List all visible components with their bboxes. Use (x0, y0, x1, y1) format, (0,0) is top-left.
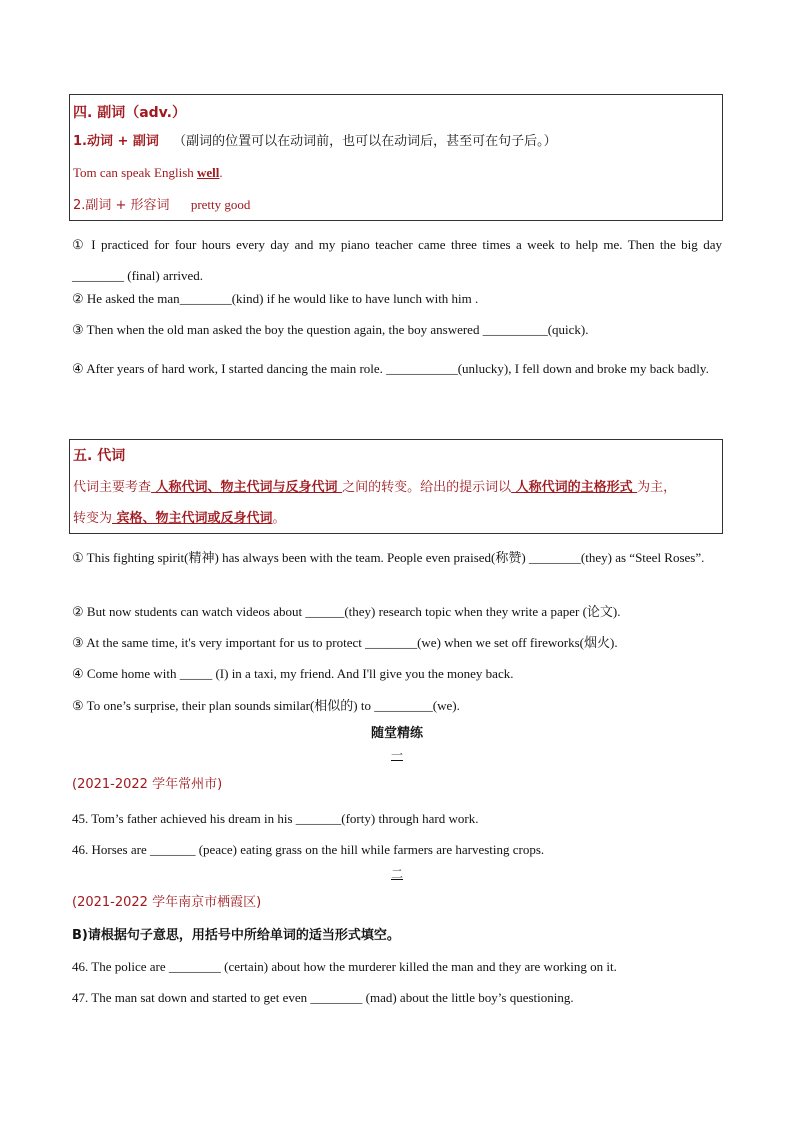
answer-blank[interactable]: __________ (482, 322, 548, 337)
part2-q47: 47. The man sat down and started to get even ________ (mad) about the little boy’s questioning. (72, 990, 574, 1005)
desc-underline: 宾格、物主代词或反身代词 (112, 511, 273, 526)
section5-desc-line1 (73, 480, 676, 496)
section5-box (69, 439, 723, 534)
section4-box (69, 94, 723, 221)
q4-4 (72, 353, 722, 384)
part2-label (0, 865, 794, 882)
part1-label-text: 一 (390, 748, 403, 762)
q5-4 (72, 666, 513, 682)
rule2 (73, 197, 250, 214)
answer-blank[interactable]: ___________ (386, 361, 458, 376)
q4-3 (72, 322, 589, 338)
rule1 (73, 134, 557, 150)
q-number: ③ (72, 322, 84, 337)
q-number: ④ (72, 361, 84, 376)
q-text: At the same time, it's very important for us to protect ________(we) when we set off fireworks(烟火). (86, 635, 618, 650)
answer-blank[interactable]: ________ (72, 268, 124, 283)
part2-instruction: B)请根据句子意思，用括号中所给单词的适当形式填空。 (72, 928, 400, 943)
q-hint: (unlucky), I fell down and broke my back badly. (457, 361, 709, 376)
part2-source: (2021-2022 学年南京市栖霞区) (72, 895, 262, 910)
part1-source: (2021-2022 学年常州市) (72, 777, 223, 792)
q5-2 (72, 604, 620, 620)
section5-title: 五. 代词 (73, 448, 126, 464)
desc-text: 转变为 (73, 511, 113, 526)
q4-1 (72, 229, 722, 291)
example-word: well (197, 165, 220, 180)
q4-2 (72, 291, 478, 307)
q-hint: (final) arrived. (124, 268, 204, 283)
part2-label-text: 二 (390, 867, 403, 881)
q-text: After years of hard work, I started dancing the main role. (86, 361, 387, 376)
rule2-example: pretty good (190, 197, 251, 212)
q-text: He asked the man (86, 291, 180, 306)
desc-underline: 人称代词的主格形式 (511, 480, 638, 495)
q-number: ① (72, 237, 86, 252)
desc-text: 。 (272, 511, 286, 526)
answer-blank[interactable]: ________ (179, 291, 232, 306)
q-number: ① (72, 550, 84, 565)
q-number: ⑤ (72, 698, 84, 713)
q5-5 (72, 698, 460, 714)
q-text: But now students can watch videos about ______(they) research topic when they write a paper (论文). (86, 604, 621, 619)
section4-title: 四. 副词（adv.） (73, 105, 186, 121)
example-prefix: Tom can speak English (73, 165, 198, 180)
rule1-example (73, 165, 223, 181)
rule2-label: 2.副词 + 形容词 (73, 198, 170, 213)
q-number: ③ (72, 635, 84, 650)
part1-q46: 46. Horses are _______ (peace) eating grass on the hill while farmers are harvesting crops. (72, 842, 545, 857)
desc-underline: 人称代词、物主代词与反身代词 (151, 480, 343, 495)
q-text: To one’s surprise, their plan sounds similar(相似的) to _________(we). (86, 698, 460, 713)
example-suffix: . (219, 165, 223, 180)
rule1-label: 1.动词 + 副词 (73, 134, 159, 149)
section5-desc-line2 (73, 511, 286, 527)
q5-3 (72, 635, 618, 651)
q-number: ② (72, 291, 84, 306)
rule1-note: （副词的位置可以在动词前，也可以在动词后，甚至可在句子后。） (173, 134, 557, 149)
q-text: I practiced for four hours every day and my piano teacher came three times a week to help me. Then the big day (91, 237, 722, 252)
desc-text: 为主， (637, 480, 677, 495)
part1-q45: 45. Tom’s father achieved his dream in his _______(forty) through hard work. (72, 811, 479, 826)
q-number: ④ (72, 666, 84, 681)
q-text: Come home with _____ (I) in a taxi, my friend. And I'll give you the money back. (86, 666, 514, 681)
desc-text: 代词主要考查 (73, 480, 152, 495)
q-hint: (quick). (547, 322, 589, 337)
q-number: ② (72, 604, 84, 619)
q5-1 (72, 542, 722, 573)
desc-text: 之间的转变。给出的提示词以 (342, 480, 512, 495)
part2-q46: 46. The police are ________ (certain) about how the murderer killed the man and they are working on it. (72, 959, 617, 974)
part1-label (0, 746, 794, 763)
q-text: Then when the old man asked the boy the question again, the boy answered (86, 322, 483, 337)
practice-heading: 随堂精练 (370, 726, 423, 741)
q-hint: (kind) if he would like to have lunch with him . (231, 291, 479, 306)
q-text: This fighting spirit(精神) has always been with the team. People even praised(称赞) ________(they) as “Steel Roses”. (86, 550, 705, 565)
